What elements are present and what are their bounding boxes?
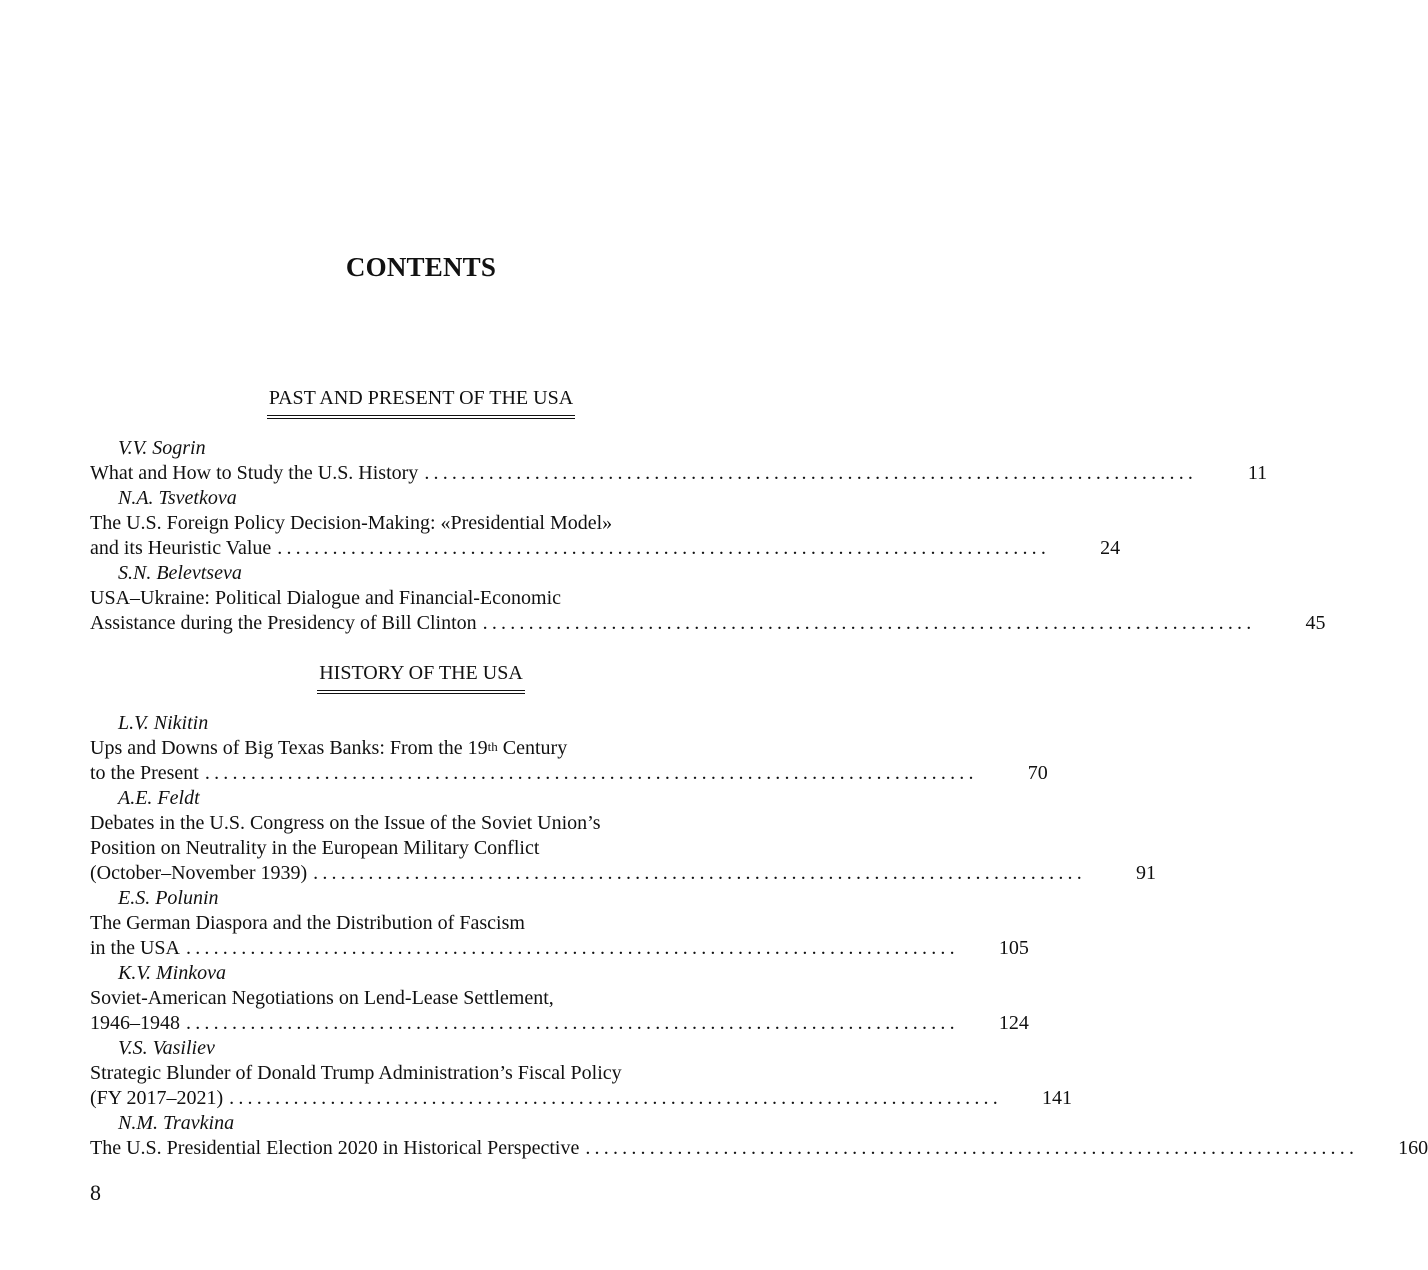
- entry-page-number: 70: [1027, 762, 1048, 784]
- entry-author: A.E. Feldt: [118, 787, 200, 809]
- toc-entry[interactable]: [90, 1111, 1428, 1161]
- leader-dots: ....................................................................................: [313, 862, 1086, 884]
- section-heading-label: PAST AND PRESENT OF THE USA: [267, 386, 575, 419]
- entry-title: What and How to Study the U.S. History: [90, 462, 419, 484]
- toc-entry[interactable]: [90, 711, 1048, 786]
- entry-title: (FY 2017–2021): [90, 1087, 224, 1109]
- entry-author: E.S. Polunin: [118, 887, 219, 909]
- leader-dots: ....................................................................................: [277, 537, 1051, 559]
- toc-entry[interactable]: [90, 486, 1121, 561]
- leader-dots: ....................................................................................: [585, 1137, 1359, 1159]
- entry-author: S.N. Belevtseva: [118, 562, 242, 584]
- entry-author: V.V. Sogrin: [118, 437, 206, 459]
- entry-author: L.V. Nikitin: [118, 712, 209, 734]
- entry-title-line: Strategic Blunder of Donald Trump Administration’s Fiscal Policy: [90, 1062, 622, 1084]
- toc-entry[interactable]: [90, 561, 1326, 636]
- entry-title: in the USA: [90, 937, 180, 959]
- entry-author: N.M. Travkina: [118, 1112, 235, 1134]
- toc-entry[interactable]: [90, 786, 1156, 886]
- entry-page-number: 91: [1135, 862, 1156, 884]
- entry-page-number: 124: [998, 1012, 1029, 1034]
- entry-title: 1946–1948: [90, 1012, 180, 1034]
- entry-page-number: 24: [1100, 537, 1121, 559]
- entry-author: K.V. Minkova: [118, 962, 226, 984]
- entry-title: The U.S. Presidential Election 2020 in Historical Perspective: [90, 1137, 580, 1159]
- page-number: 8: [90, 1180, 101, 1205]
- toc-entry[interactable]: [90, 436, 1268, 486]
- entry-title: Assistance during the Presidency of Bill Clinton: [90, 612, 477, 634]
- section-heading-past-and-present: [0, 386, 842, 419]
- leader-dots: ....................................................................................: [186, 937, 959, 959]
- leader-dots: ....................................................................................: [204, 762, 978, 784]
- entry-page-number: 11: [1247, 462, 1268, 484]
- leader-dots: ....................................................................................: [424, 462, 1198, 484]
- leader-dots: ....................................................................................: [186, 1012, 959, 1034]
- entry-title: (October–November 1939): [90, 862, 308, 884]
- entry-title-line: The German Diaspora and the Distribution of Fascism: [90, 912, 525, 934]
- entry-title: and its Heuristic Value: [90, 537, 272, 559]
- entry-title-line: Ups and Downs of Big Texas Banks: From the 19th Century: [90, 737, 568, 759]
- toc-section-past-and-present: [90, 436, 1326, 636]
- page-title: CONTENTS: [345, 252, 497, 282]
- toc-entry[interactable]: [90, 961, 1029, 1036]
- entry-author: N.A. Tsvetkova: [118, 487, 237, 509]
- entry-title-line: Soviet-American Negotiations on Lend-Lease Settlement,: [90, 987, 554, 1009]
- entry-title-line: USA–Ukraine: Political Dialogue and Financial-Economic: [90, 587, 561, 609]
- toc-entry[interactable]: [90, 1036, 1072, 1111]
- leader-dots: ....................................................................................: [482, 612, 1256, 634]
- leader-dots: ....................................................................................: [229, 1087, 1002, 1109]
- entry-title-line: Position on Neutrality in the European Military Conflict: [90, 837, 540, 859]
- entry-page-number: 160: [1398, 1137, 1428, 1159]
- section-heading-history: [0, 661, 842, 694]
- entry-title-line: Debates in the U.S. Congress on the Issue of the Soviet Union’s: [90, 812, 601, 834]
- section-heading-label: HISTORY OF THE USA: [317, 661, 525, 694]
- entry-page-number: 105: [998, 937, 1029, 959]
- entry-title-line: The U.S. Foreign Policy Decision-Making: «Presidential Model»: [90, 512, 613, 534]
- entry-author: V.S. Vasiliev: [118, 1037, 215, 1059]
- toc-section-history: [90, 711, 1428, 1161]
- entry-title: to the Present: [90, 762, 199, 784]
- toc-entry[interactable]: [90, 886, 1029, 961]
- entry-page-number: 141: [1041, 1087, 1072, 1109]
- entry-page-number: 45: [1305, 612, 1326, 634]
